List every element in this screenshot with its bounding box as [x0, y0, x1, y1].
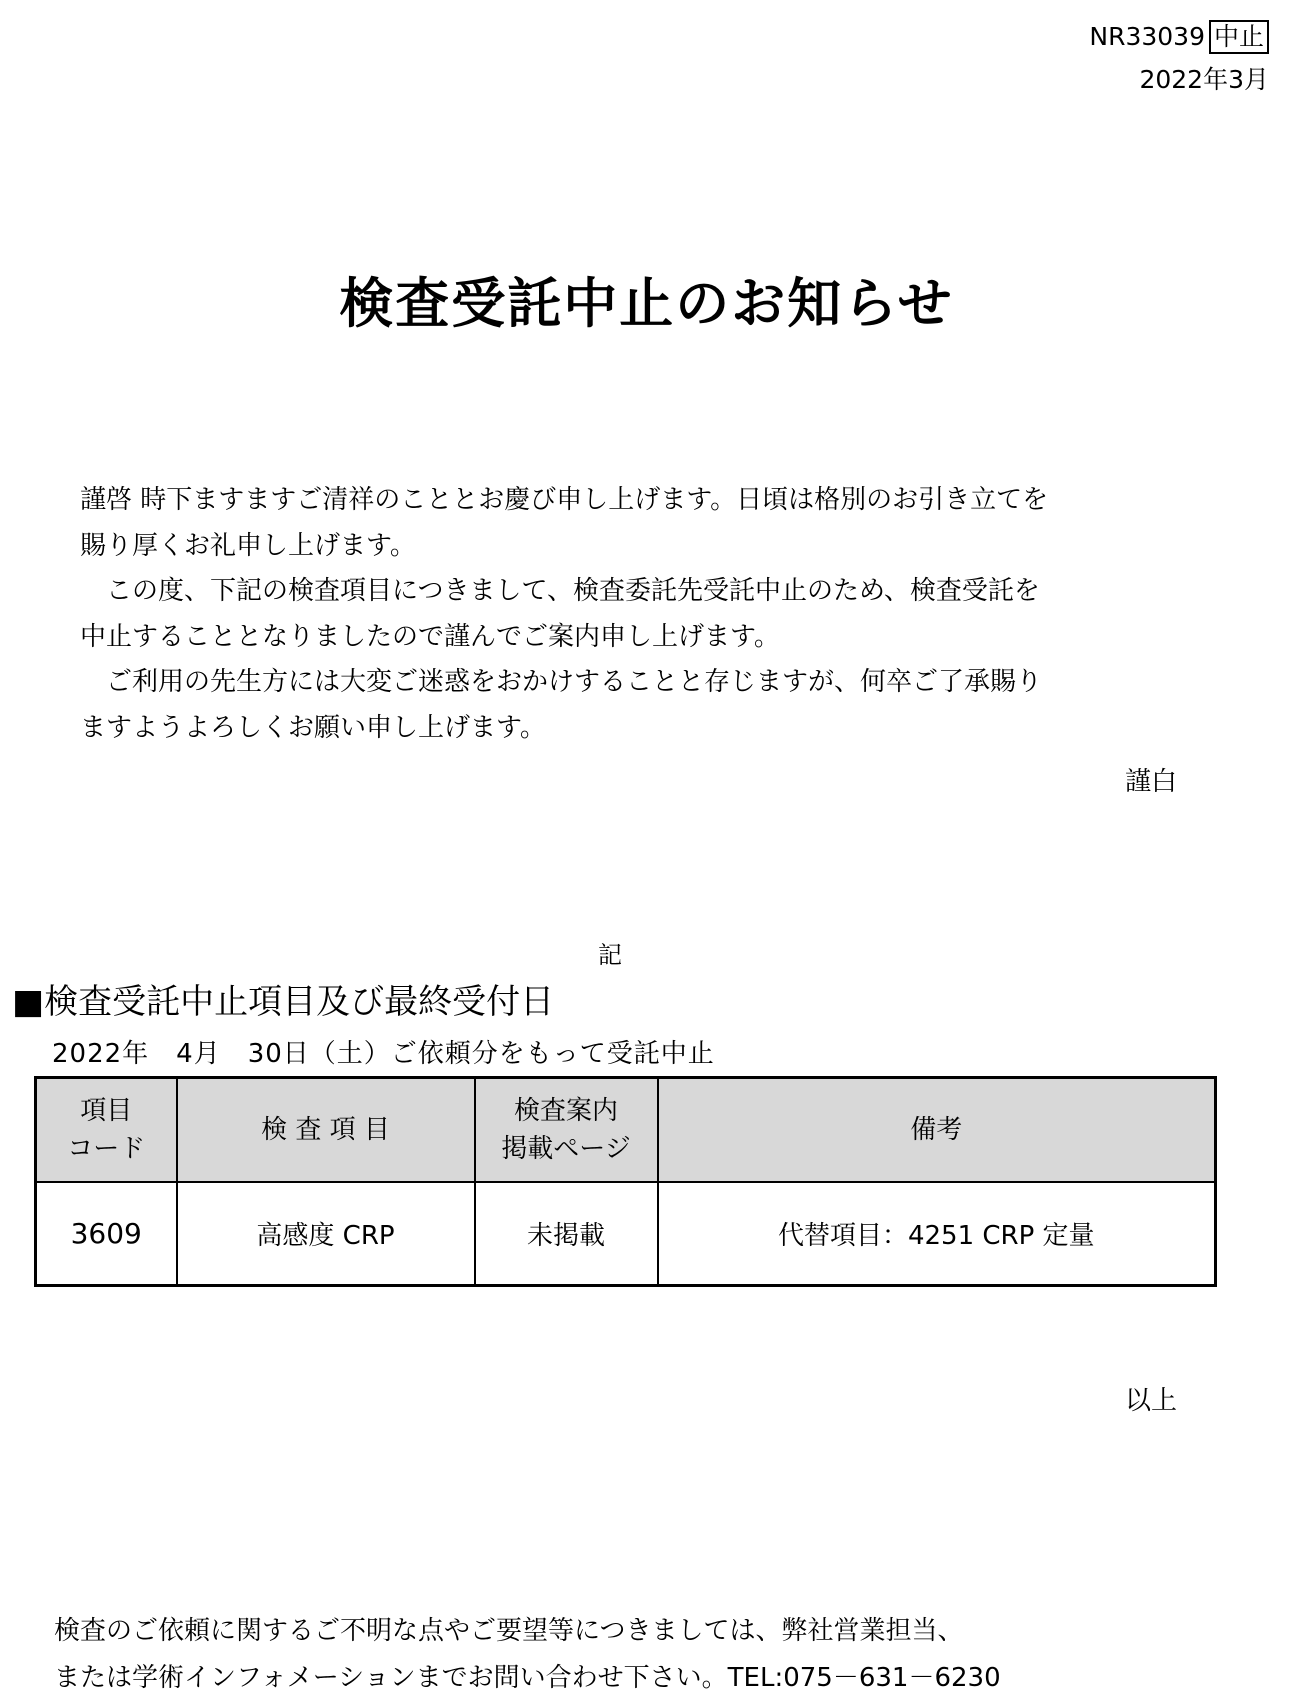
header-remarks: 備考 — [658, 1078, 1216, 1182]
discontinued-stamp: 中止 — [1209, 20, 1269, 54]
header-guide-page-line2: 掲載ページ — [501, 1133, 631, 1164]
header-item-code-line1: 項目 — [80, 1095, 133, 1126]
footer-line: または学術インフォメーションまでお問い合わせ下さい。TEL:075－631－6230 — [54, 1663, 1001, 1693]
footer-line: 検査のご依頼に関するご不明な点やご要望等につきましては、弊社営業担当、 — [54, 1616, 964, 1646]
document-number — [1089, 20, 1269, 54]
body-line: 謹啓 時下ますますご清祥のこととお慶び申し上げます。日頃は格別のお引き立てを — [80, 485, 1049, 515]
header-guide-page — [475, 1078, 658, 1182]
cell-item-code: 3609 — [36, 1182, 177, 1286]
body-line: この度、下記の検査項目につきまして、検査委託先受託中止のため、検査受託を — [80, 576, 1040, 607]
notes-marker: 記 — [598, 941, 622, 969]
document-number-text: NR33039 — [1089, 22, 1205, 51]
end-mark: 以上 — [1124, 1386, 1177, 1416]
body-line: 賜り厚くお礼申し上げます。 — [80, 530, 416, 561]
section-heading: ■検査受託中止項目及び最終受付日 — [12, 982, 555, 1022]
discontinued-items-table — [34, 1076, 1214, 1287]
table-header-row — [36, 1078, 1216, 1182]
document-date: 2022年3月 — [1139, 65, 1269, 94]
cell-remarks: 代替項目：4251 CRP 定量 — [658, 1182, 1216, 1286]
contact-footer — [54, 1608, 1001, 1701]
cell-test-item: 高感度 CRP — [177, 1182, 475, 1286]
final-acceptance-date: 2022年 4月 30日（土）ご依頼分をもって受託中止 — [52, 1039, 715, 1069]
body-line: ご利用の先生方には大変ご迷惑をおかけすることと存じますが、何卒ご了承賜り — [80, 667, 1043, 698]
page-title: 検査受託中止のお知らせ — [339, 272, 954, 335]
cell-guide-page: 未掲載 — [475, 1182, 658, 1286]
closing-salutation: 謹白 — [1124, 767, 1177, 797]
body-line: 中止することとなりましたので謹んでご案内申し上げます。 — [80, 621, 780, 652]
header-guide-page-line1: 検査案内 — [513, 1095, 618, 1126]
letter-body — [80, 478, 1190, 752]
body-line: ますようよろしくお願い申し上げます。 — [80, 712, 546, 743]
header-test-item: 検 査 項 目 — [177, 1078, 475, 1182]
header-item-code-line2: コード — [67, 1133, 146, 1164]
table-row — [36, 1182, 1216, 1286]
header-item-code — [36, 1078, 177, 1182]
